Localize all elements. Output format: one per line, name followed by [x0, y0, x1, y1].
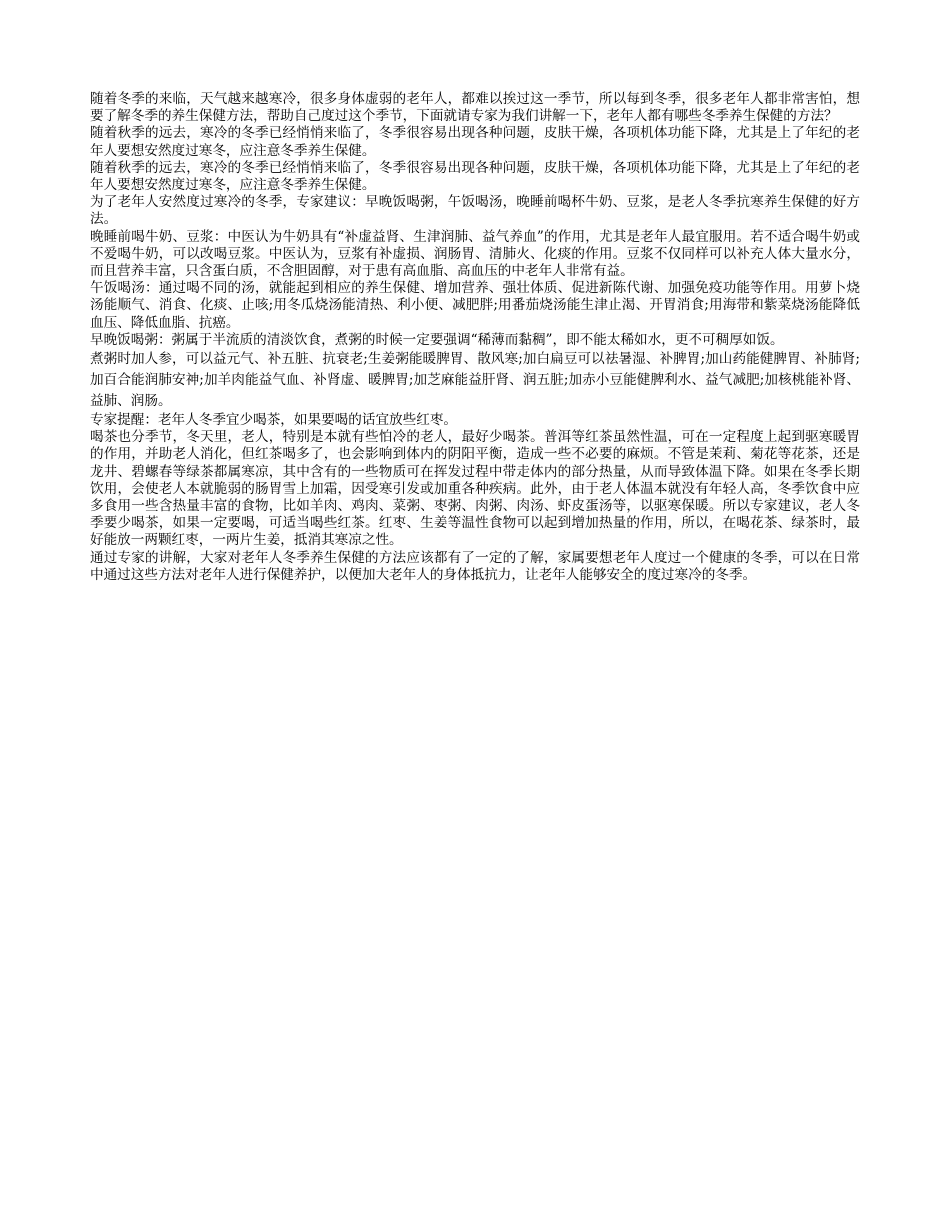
winter-care-paragraph: 随着秋季的远去，寒冷的冬季已经悄悄来临了，冬季很容易出现各种问题，皮肤干燥，各项机体功能下降，尤其是上了年纪的老年人要想安然度过寒冬，应注意冬季养生保健。 [90, 125, 860, 159]
porridge-paragraph: 早晚饭喝粥：粥属于半流质的清淡饮食，煮粥的时候一定要强调“稀薄而黏稠”，即不能太稀如水，更不可稠厚如饭。 [90, 331, 784, 348]
expert-reminder-paragraph: 专家提醒：老年人冬季宜少喝茶，如果要喝的话宜放些红枣。 [90, 412, 458, 429]
tea-paragraph: 喝茶也分季节，冬天里，老人，特别是本就有些怕冷的老人，最好少喝茶。普洱等红茶虽然性温，可在一定程度上起到驱寒暖胃的作用，并助老人消化，但红茶喝多了，也会影响到体内的阴阳平衡，造成一些不必要的麻烦。不管是茉莉、菊花等花茶，还是龙井、碧螺春等绿茶都属寒凉，其中含有的一些物质可在挥发过程中带走体内的部分热量，从而导致体温下降。如果在冬季长期饮用，会使老人本就脆弱的肠胃雪上加霜，因受寒引发或加重各种疾病。此外，由于老人体温本就没有年轻人高，冬季饮食中应多食用一些含热量丰富的食物，比如羊肉、鸡肉、菜粥、枣粥、肉粥、肉汤、虾皮蛋汤等，以驱寒保暖。所以专家建议，老人冬季要少喝茶，如果一定要喝，可适当喝些红茶。红枣、生姜等温性食物可以起到增加热量的作用，所以，在喝花茶、绿茶时，最好能放一两颗红枣，一两片生姜，抵消其寒凉之性。 [90, 429, 860, 549]
winter-care-paragraph-repeat: 随着秋季的远去，寒冷的冬季已经悄悄来临了，冬季很容易出现各种问题，皮肤干燥，各项机体功能下降，尤其是上了年纪的老年人要想安然度过寒冬，应注意冬季养生保健。 [90, 159, 860, 194]
intro-paragraph: 随着冬季的来临，天气越来越寒冷，很多身体虚弱的老年人，都难以挨过这一季节，所以每到冬季，很多老年人都非常害怕，想要了解冬季的养生保健方法，帮助自己度过这个季节，下面就请专家为我们讲解一下，老年人都有哪些冬季养生保健的方法？ [90, 91, 860, 125]
conclusion-paragraph: 通过专家的讲解，大家对老年人冬季养生保健的方法应该都有了一定的了解，家属要想老年人度过一个健康的冬季，可以在日常中通过这些方法对老年人进行保健养护，以便加大老年人的身体抵抗力，让老年人能够安全的度过寒冷的冬季。 [90, 549, 860, 583]
milk-soymilk-paragraph: 晚睡前喝牛奶、豆浆：中医认为牛奶具有“补虚益肾、生津润肺、益气养血”的作用，尤其是老年人最宜服用。若不适合喝牛奶或不爱喝牛奶，可以改喝豆浆。中医认为，豆浆有补虚损、润肠胃、清肺火、化痰的作用。豆浆不仅同样可以补充人体大量水分，而且营养丰富，只含蛋白质，不含胆固醇，对于患有高血脂、高血压的中老年人非常有益。 [90, 228, 860, 280]
porridge-additions-paragraph: 煮粥时加人参，可以益元气、补五脏、抗衰老;生姜粥能暖脾胃、散风寒;加白扁豆可以祛暑湿、补脾胃;加山药能健脾胃、补肺肾;加百合能润肺安神;加羊肉能益气血、补肾虚、暖脾胃;加芝麻能益肝肾、润五脏;加赤小豆能健脾利水、益气减肥;加核桃能补肾、益肺、润肠。 [90, 351, 860, 410]
expert-advice-paragraph: 为了老年人安然度过寒冷的冬季，专家建议：早晚饭喝粥，午饭喝汤，晚睡前喝杯牛奶、豆浆，是老人冬季抗寒养生保健的好方法。 [90, 194, 860, 228]
article-body [90, 91, 860, 584]
lunch-soup-paragraph: 午饭喝汤：通过喝不同的汤，就能起到相应的养生保健、增加营养、强壮体质、促进新陈代谢、加强免疫功能等作用。用萝卜烧汤能顺气、消食、化痰、止咳;用冬瓜烧汤能清热、利小便、减肥胖;用番茄烧汤能生津止渴、开胃消食;用海带和紫菜烧汤能降低血压、降低血脂、抗癌。 [90, 280, 860, 331]
